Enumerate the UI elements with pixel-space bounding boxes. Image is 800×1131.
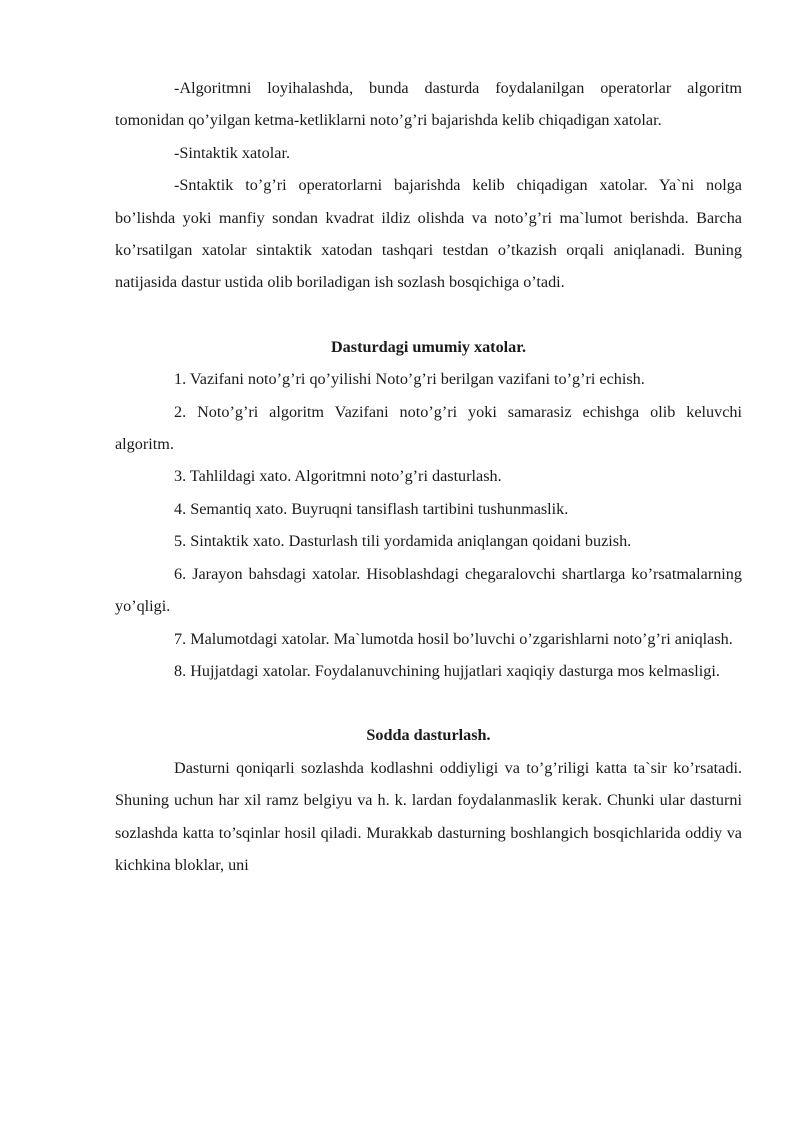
section-heading-errors: Dasturdagi umumiy xatolar. [330,337,526,356]
section-heading-simple-programming: Sodda dasturlash. [366,726,491,745]
list-item: 1. Vazifani noto’g’ri qo’yilishi Noto’g’ri berilgan vazifani to’g’ri echish. [174,370,645,389]
paragraph: -Sintaktik xatolar. [174,143,290,162]
paragraph: -Algoritmni loyihalashda, bunda dasturda foydalanilgan operatorlar algoritm tomonidan qo’yilgan ketma-ketliklarni noto’g’ri bajarishda kelib chiqadigan xatolar. [115,79,742,130]
list-item: 2. Noto’g’ri algoritm Vazifani noto’g’ri yoki samarasiz echishga olib keluvchi algoritm. [115,402,742,454]
list-item: 6. Jarayon bahsdagi xatolar. Hisoblashdagi chegaralovchi shartlarga ko’rsatmalarning yo’qligi. [115,564,742,616]
list-item: 7. Malumotdagi xatolar. Ma`lumotda hosil bo’luvchi o’zgarishlarni noto’g’ri aniqlash. [174,629,733,648]
document-page [115,72,742,881]
spacer [115,687,742,719]
paragraph: -Sntaktik to’g’ri operatorlarni bajarishda kelib chiqadigan xatolar. Ya`ni nolga bo’lishda yoki manfiy sondan kvadrat ildiz olishda va noto’g’ri ma`lumot berishda. Barcha ko’rsatilgan xatolar sintaktik xatodan tashqari testdan o’tkazish orqali aniqlanadi. Buning natijasida dastur ustida olib boriladigan ish sozlash bosqichiga o’tadi. [115,176,742,292]
list-item: 8. Hujjatdagi xatolar. Foydalanuvchining hujjatlari xaqiqiy dasturga mos kelmasligi. [174,661,720,680]
paragraph: Dasturni qoniqarli sozlashda kodlashni oddiyligi va to’g’riligi katta ta`sir ko’rsatadi. Shuning uchun har xil ramz belgiyu va h. k. lardan foydalanmaslik kerak. Chunki ular dasturni sozlashda katta to’sqinlar hosil qiladi. Murakkab dasturning boshlangich bosqichlarida oddiy va kichkina bloklar, uni [115,758,742,874]
list-item: 5. Sintaktik xato. Dasturlash tili yordamida aniqlangan qoidani buzish. [174,532,632,551]
list-item: 4. Semantiq xato. Buyruqni tansiflash tartibini tushunmaslik. [174,499,569,518]
spacer [115,299,742,331]
list-item: 3. Tahlildagi xato. Algoritmni noto’g’ri dasturlash. [174,467,502,486]
